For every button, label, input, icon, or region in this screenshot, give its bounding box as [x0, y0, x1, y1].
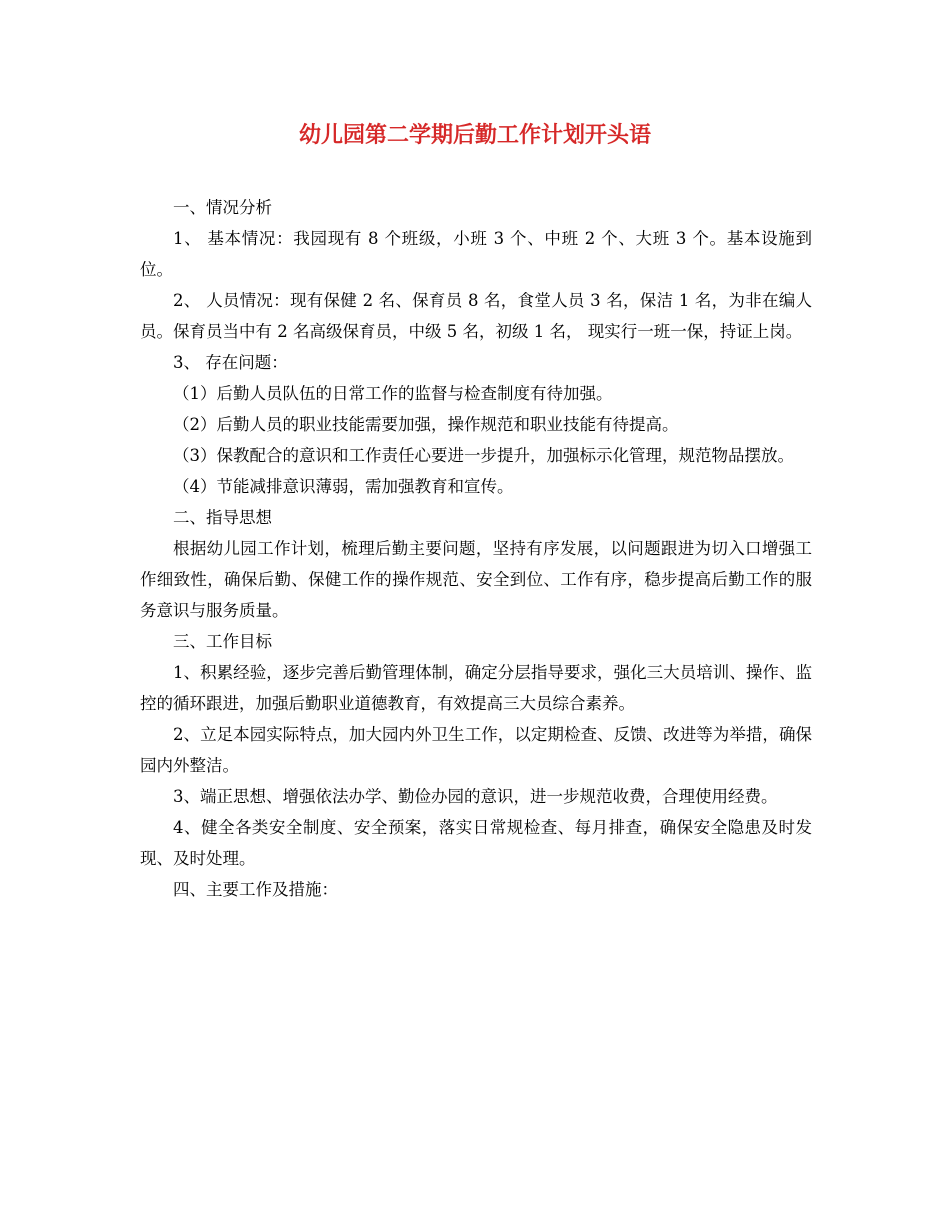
- goal-item-3: 3、端正思想、增强依法办学、勤俭办园的意识，进一步规范收费，合理使用经费。: [173, 787, 778, 806]
- paragraph-guiding-ideology: 根据幼儿园工作计划，梳理后勤主要问题，坚持有序发展，以问题跟进为切入口增强工作细致性，确保后勤、保健工作的操作规范、安全到位、工作有序，稳步提高后勤工作的服务意识与服务质量。: [140, 539, 812, 620]
- problem-item-3: （3）保教配合的意识和工作责任心要进一步提升，加强标示化管理，规范物品摆放。: [173, 446, 794, 465]
- paragraph-staff-situation: 2、 人员情况：现有保健 2 名、保育员 8 名，食堂人员 3 名，保洁 1 名，为非在编人员。保育员当中有 2 名高级保育员，中级 5 名，初级 1 名， 现实行一班一保，持证上岗。: [140, 291, 812, 341]
- section-heading-main-work: 四、主要工作及措施：: [173, 880, 338, 899]
- document-title: 幼儿园第二学期后勤工作计划开头语: [298, 122, 651, 148]
- goal-item-2: 2、立足本园实际特点，加大园内外卫生工作，以定期检查、反馈、改进等为举措，确保园内外整洁。: [140, 725, 812, 775]
- problem-item-1: （1）后勤人员队伍的日常工作的监督与检查制度有待加强。: [173, 384, 613, 403]
- document-body: [140, 192, 812, 905]
- goal-item-1: 1、积累经验，逐步完善后勤管理体制，确定分层指导要求，强化三大员培训、操作、监控的循环跟进，加强后勤职业道德教育，有效提高三大员综合素养。: [140, 663, 812, 713]
- problem-item-2: （2）后勤人员的职业技能需要加强，操作规范和职业技能有待提高。: [173, 415, 679, 434]
- problem-item-4: （4）节能减排意识薄弱，需加强教育和宣传。: [173, 477, 514, 496]
- goal-item-4: 4、健全各类安全制度、安全预案，落实日常规检查、每月排查，确保安全隐患及时发现、及时处理。: [140, 818, 812, 868]
- section-heading-work-goals: 三、工作目标: [173, 632, 272, 651]
- paragraph-basic-situation: 1、 基本情况：我园现有 8 个班级，小班 3 个、中班 2 个、大班 3 个。基本设施到位。: [140, 229, 812, 279]
- paragraph-existing-problems: 3、 存在问题：: [173, 353, 288, 372]
- section-heading-guiding-ideology: 二、指导思想: [173, 508, 272, 527]
- section-heading-situation: 一、情况分析: [173, 198, 272, 217]
